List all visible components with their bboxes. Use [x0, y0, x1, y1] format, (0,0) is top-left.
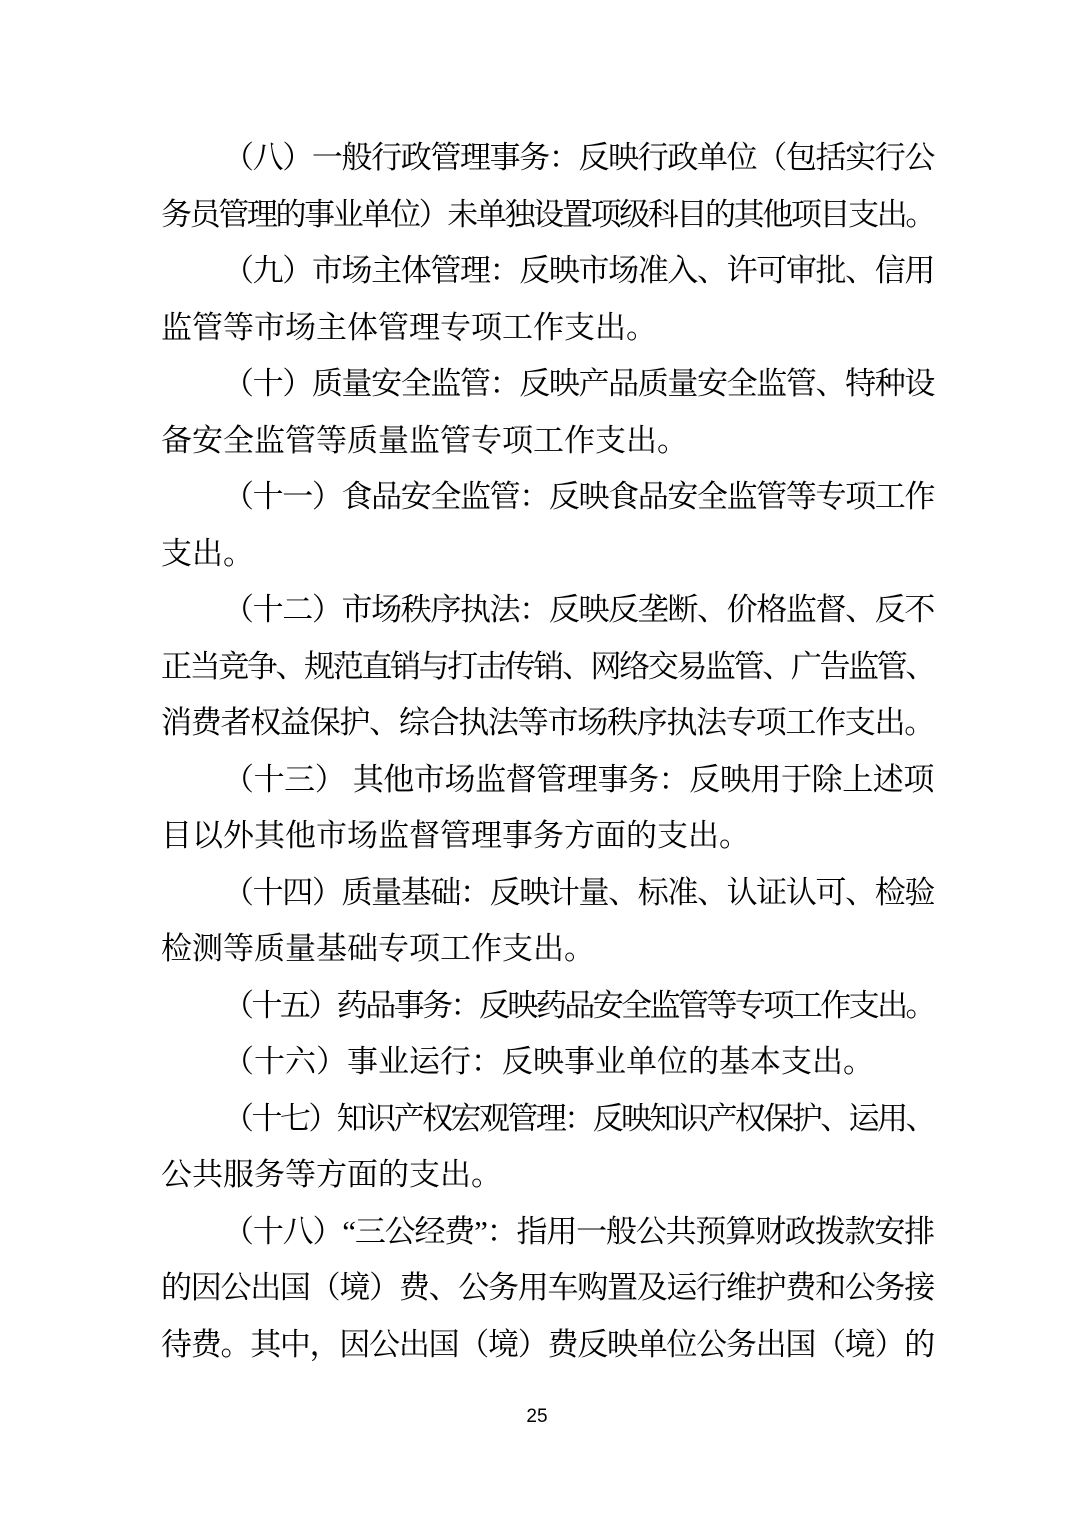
text-line: [161, 1034, 934, 1091]
text-line-content: （九）市场主体管理：反映市场准入、许可审批、信用: [223, 253, 934, 288]
text-line: [161, 695, 934, 752]
text-line-content: 消费者权益保护、综合执法等市场秩序执法专项工作支出。: [161, 705, 934, 740]
text-line: [161, 1091, 934, 1148]
text-line-content: （八）一般行政管理事务：反映行政单位（包括实行公: [223, 140, 934, 175]
paragraph: [161, 752, 934, 865]
document-body: [161, 130, 934, 1373]
text-line: [161, 1317, 934, 1374]
text-line: [161, 413, 934, 470]
text-line: [161, 1260, 934, 1317]
paragraph: [161, 1034, 934, 1091]
text-line-content: 公共服务等方面的支出。: [161, 1157, 502, 1192]
text-line-content: （十八）“三公经费”：指用一般公共预算财政拨款安排: [223, 1213, 934, 1249]
text-line-content: （十四）质量基础：反映计量、标准、认证认可、检验: [223, 874, 934, 910]
paragraph: [161, 1204, 934, 1374]
text-line: [161, 639, 934, 696]
text-line: [161, 187, 934, 244]
text-line: [161, 130, 934, 187]
text-line-content: 务员管理的事业单位）未单独设置项级科目的其他项目支出。: [161, 196, 934, 232]
text-line: [161, 921, 934, 978]
text-line-content: 检测等质量基础专项工作支出。: [161, 931, 595, 966]
text-line: [161, 865, 934, 922]
text-line-content: （十五）药品事务：反映药品安全监管等专项工作支出。: [223, 987, 934, 1023]
paragraph: [161, 469, 934, 582]
text-line: [161, 300, 934, 357]
text-line-content: 的因公出国（境）费、公务用车购置及运行维护费和公务接: [161, 1270, 934, 1305]
text-line: [161, 752, 934, 809]
paragraph: [161, 243, 934, 356]
text-line: [161, 978, 934, 1035]
text-line: [161, 356, 934, 413]
text-line-content: （十）质量安全监管：反映产品质量安全监管、特种设: [223, 366, 934, 401]
text-line: [161, 1204, 934, 1261]
text-line-content: （十一）食品安全监管：反映食品安全监管等专项工作: [223, 479, 934, 514]
paragraph: [161, 356, 934, 469]
text-line-content: （十二）市场秩序执法：反映反垄断、价格监督、反不: [223, 592, 934, 627]
text-line-content: （十七）知识产权宏观管理：反映知识产权保护、运用、: [223, 1100, 934, 1136]
text-line-content: （十六）事业运行：反映事业单位的基本支出。: [223, 1044, 874, 1079]
text-line-content: 备安全监管等质量监管专项工作支出。: [161, 422, 688, 458]
text-line: [161, 243, 934, 300]
text-line-content: 待费。其中，因公出国（境）费反映单位公务出国（境）的: [161, 1326, 934, 1362]
paragraph: [161, 978, 934, 1035]
text-line: [161, 582, 934, 639]
text-line-content: 监管等市场主体管理专项工作支出。: [161, 309, 657, 345]
text-line-content: 目以外其他市场监督管理事务方面的支出。: [161, 818, 750, 853]
page-number-label: 25: [526, 1406, 548, 1427]
paragraph: [161, 1091, 934, 1204]
text-line-content: 正当竞争、规范直销与打击传销、网络交易监管、广告监管、: [161, 648, 934, 684]
text-line-content: （十三） 其他市场监督管理事务：反映用于除上述项: [223, 761, 934, 797]
text-line: [161, 526, 934, 583]
text-line-content: 支出。: [161, 535, 254, 571]
paragraph: [161, 582, 934, 752]
text-line: [161, 1147, 934, 1204]
text-line: [161, 808, 934, 865]
paragraph: [161, 130, 934, 243]
text-line: [161, 469, 934, 526]
paragraph: [161, 865, 934, 978]
